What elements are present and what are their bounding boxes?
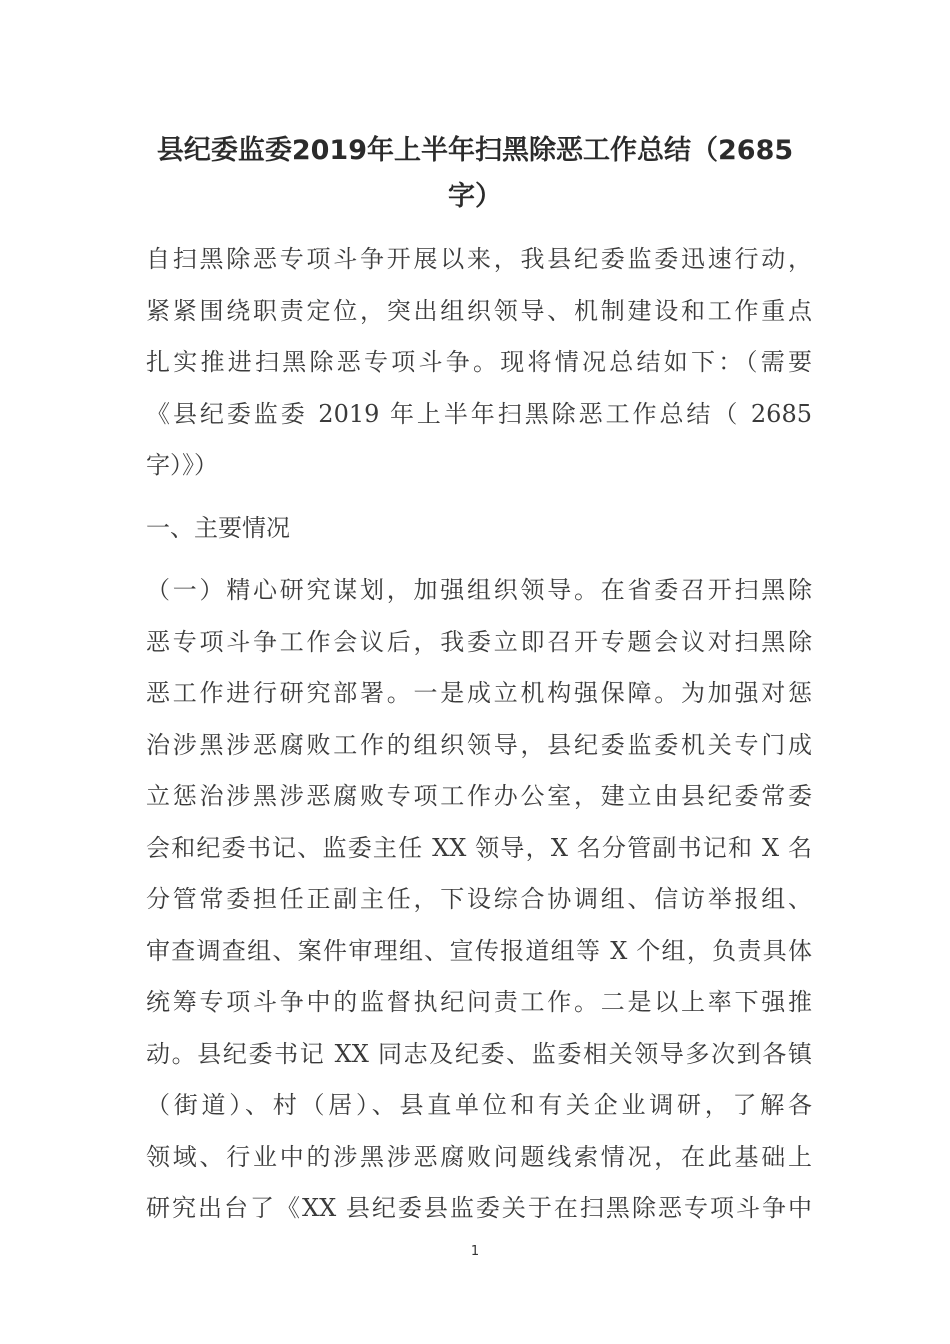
- paragraph-line: 会和纪委书记、监委主任 XX 领导，X 名分管副书记和 X 名: [146, 833, 812, 862]
- paragraph-line: 审查调查组、案件审理组、宣传报道组等 X 个组，负责具体: [146, 936, 812, 965]
- document-title: [130, 128, 820, 220]
- paragraph-line: 自扫黑除恶专项斗争开展以来，我县纪委监委迅速行动，: [146, 245, 812, 273]
- paragraph-line: 扎实推进扫黑除恶专项斗争。现将情况总结如下：（需要: [146, 348, 812, 376]
- paragraph-line: 动。县纪委书记 XX 同志及纪委、监委相关领导多次到各镇: [146, 1039, 812, 1068]
- paragraph-line: 紧紧围绕职责定位，突出组织领导、机制建设和工作重点: [146, 296, 812, 325]
- paragraph-line: 领域、行业中的涉黑涉恶腐败问题线索情况，在此基础上: [146, 1142, 812, 1171]
- paragraph-line: 研究出台了《XX 县纪委县监委关于在扫黑除恶专项斗争中: [146, 1194, 812, 1222]
- page-number: 1: [470, 1244, 480, 1259]
- paragraph-line: 统筹专项斗争中的监督执纪问责工作。二是以上率下强推: [146, 988, 812, 1016]
- paragraph-line: 分管常委担任正副主任，下设综合协调组、信访举报组、: [146, 885, 812, 913]
- title-line-1: 县纪委监委2019年上半年扫黑除恶工作总结（2685: [156, 135, 794, 166]
- paragraph-spacer: [146, 554, 812, 565]
- paragraph-line: 恶工作进行研究部署。一是成立机构强保障。为加强对惩: [146, 679, 812, 707]
- paragraph-line: 《县纪委监委 2019 年上半年扫黑除恶工作总结（ 2685: [146, 399, 812, 428]
- document-body: [146, 234, 812, 1235]
- paragraph-spacer: [146, 492, 812, 503]
- intro-paragraph: [146, 234, 812, 492]
- paragraph-line: 治涉黑涉恶腐败工作的组织领导，县纪委监委机关专门成: [146, 730, 812, 759]
- section-heading: 一、主要情况: [146, 513, 290, 542]
- paragraph-line: 恶专项斗争工作会议后，我委立即召开专题会议对扫黑除: [146, 627, 812, 656]
- title-line-2: 字）: [448, 181, 502, 212]
- paragraph-line: （街道）、村（居）、县直单位和有关企业调研，了解各: [146, 1091, 812, 1119]
- section-paragraph: [146, 565, 812, 1235]
- paragraph-line: （一）精心研究谋划，加强组织领导。在省委召开扫黑除: [146, 576, 812, 604]
- paragraph-line: 字）》）: [146, 451, 218, 479]
- paragraph-line: 立惩治涉黑涉恶腐败专项工作办公室，建立由县纪委常委: [146, 782, 812, 810]
